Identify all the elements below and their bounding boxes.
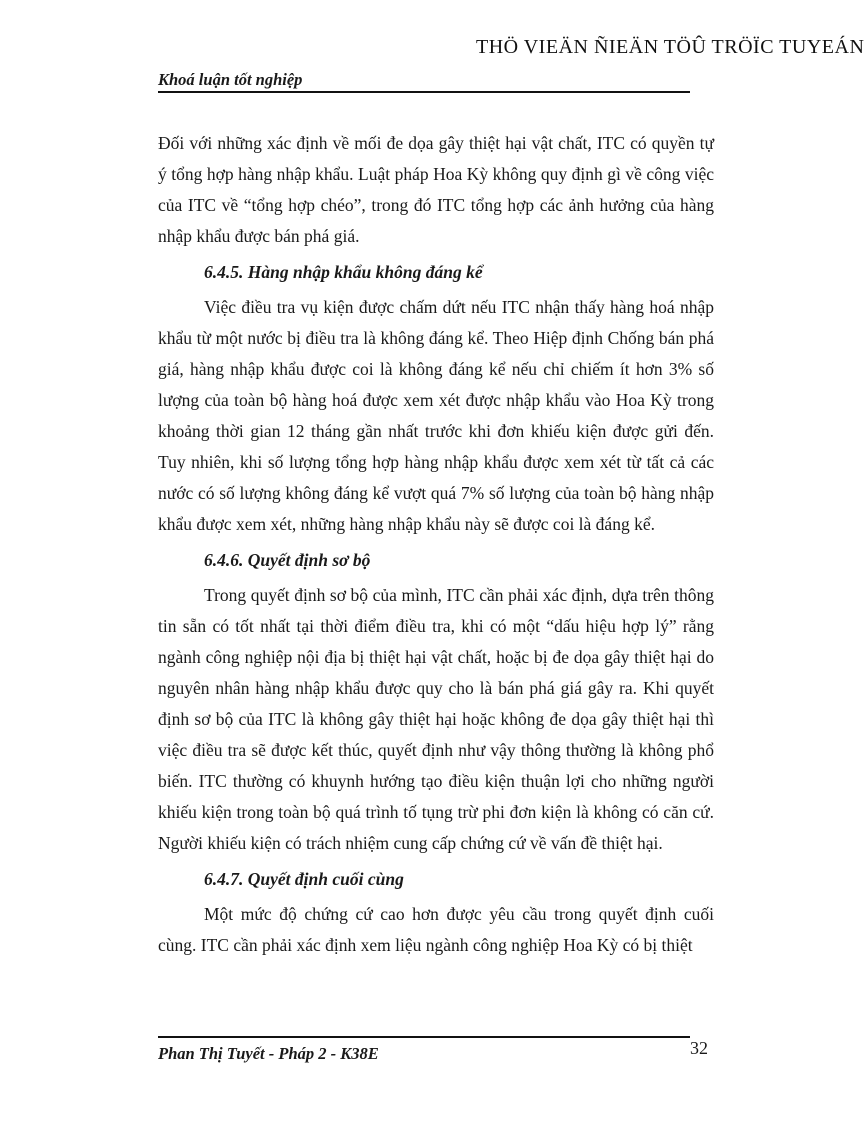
header-title: Khoá luận tốt nghiệp bbox=[158, 70, 303, 89]
paragraph: Trong quyết định sơ bộ của mình, ITC cần phải xác định, dựa trên thông tin sẵn có tốt nhất tại thời điểm điều tra, khi có một “dấu hiệu hợp lý” rằng ngành công nghiệp nội địa bị thiệt hại vật chất, hoặc bị đe dọa gây thiệt hại do nguyên nhân hàng nhập khẩu được quy cho là bán phá giá gây ra. Khi quyết định sơ bộ của ITC là không gây thiệt hại hoặc không đe dọa gây thiệt hại thì việc điều tra sẽ được kết thúc, quyết định như vậy thông thường là không phổ biến. ITC thường có khuynh hướng tạo điều kiện thuận lợi cho những người khiếu kiện trong toàn bộ quá trình tố tụng trừ phi đơn kiện là không có căn cứ. Người khiếu kiện có trách nhiệm cung cấp chứng cứ về vấn đề thiệt hại. bbox=[158, 585, 714, 853]
section-heading: 6.4.6. Quyết định sơ bộ bbox=[204, 550, 371, 570]
page-number: 32 bbox=[690, 1038, 708, 1058]
paragraph: Việc điều tra vụ kiện được chấm dứt nếu ITC nhận thấy hàng hoá nhập khẩu từ một nước bị điều tra là không đáng kể. Theo Hiệp định Chống bán phá giá, hàng nhập khẩu được coi là không đáng kể nếu chỉ chiếm ít hơn 3% số lượng của toàn bộ hàng hoá được xem xét được nhập khẩu vào Hoa Kỳ trong khoảng thời gian 12 tháng gần nhất trước khi đơn khiếu kiện được gửi đến. Tuy nhiên, khi số lượng tổng hợp hàng nhập khẩu được xem xét từ tất cả các nước có số lượng không đáng kể vượt quá 7% số lượng của toàn bộ hàng nhập khẩu được xem xét, những hàng nhập khẩu này sẽ được coi là đáng kể. bbox=[158, 297, 714, 534]
paragraph: Một mức độ chứng cứ cao hơn được yêu cầu trong quyết định cuối cùng. ITC cần phải xác định xem liệu ngành công nghiệp Hoa Kỳ có bị thiệt bbox=[158, 904, 714, 955]
footer-author: Phan Thị Tuyết - Pháp 2 - K38E bbox=[158, 1044, 379, 1063]
watermark-text: THÖ VIEÄN ÑIEÄN TÖÛ TRÖÏC TUYEÁN bbox=[476, 36, 864, 58]
footer-divider bbox=[158, 1036, 690, 1038]
paragraph: Đối với những xác định về mối đe dọa gây thiệt hại vật chất, ITC có quyền tự ý tổng hợp hàng nhập khẩu. Luật pháp Hoa Kỳ không quy định gì về công việc của ITC về “tổng hợp chéo”, trong đó ITC tổng hợp các ảnh hưởng của hàng nhập khẩu được bán phá giá. bbox=[158, 133, 714, 246]
page-body bbox=[158, 128, 714, 966]
section-heading: 6.4.5. Hàng nhập khẩu không đáng kể bbox=[204, 262, 483, 282]
header-divider bbox=[158, 91, 690, 93]
section-heading: 6.4.7. Quyết định cuối cùng bbox=[204, 869, 404, 889]
